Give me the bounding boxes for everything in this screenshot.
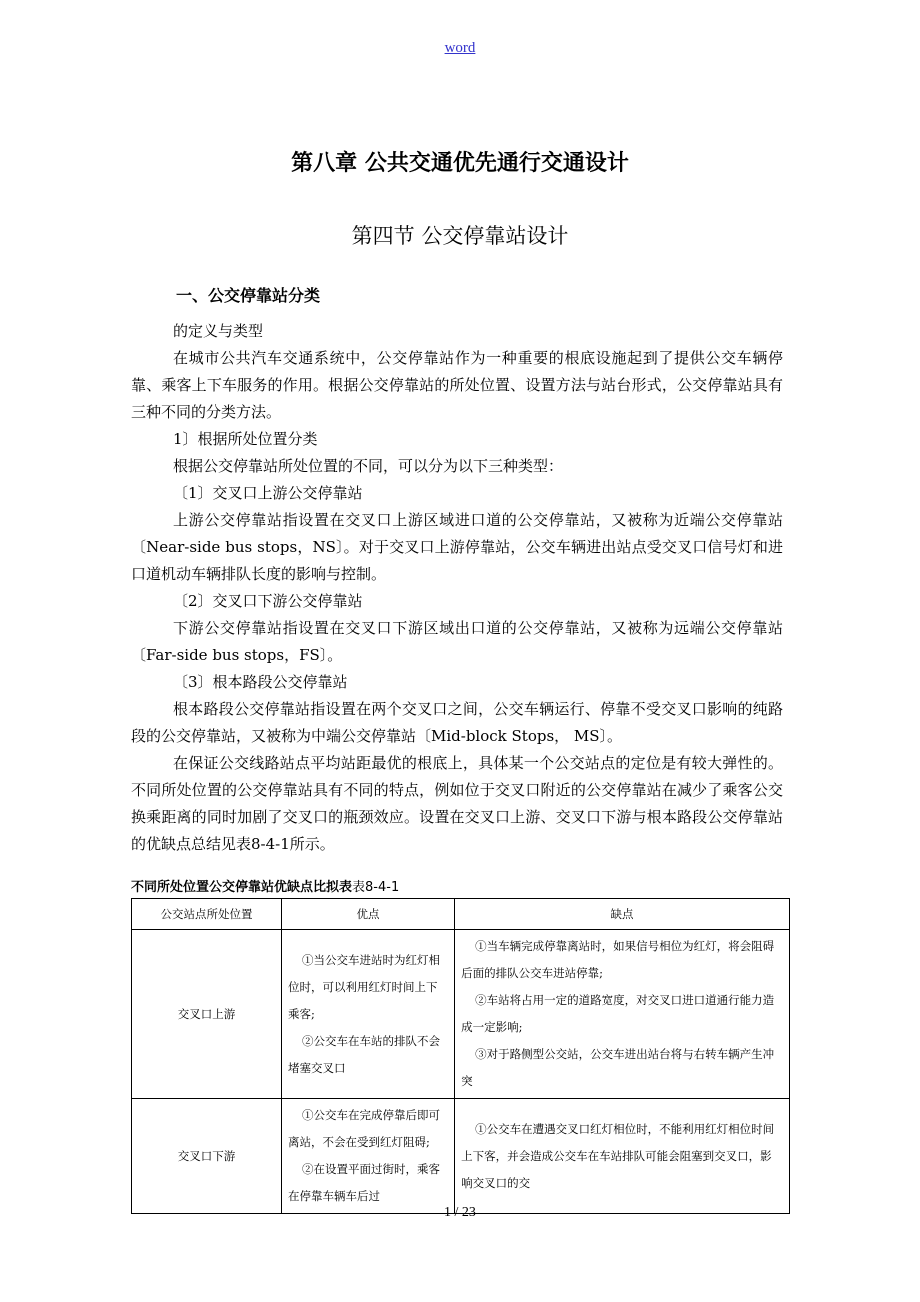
page-number: 1 / 23	[444, 1205, 476, 1220]
section-title: 第四节 公交停靠站设计	[351, 224, 569, 248]
paragraph: 的定义与类型	[173, 322, 264, 340]
header-word-link[interactable]: word	[444, 40, 476, 56]
pros-item: ②公交车在车站的排队不会堵塞交叉口	[288, 1033, 440, 1075]
comparison-table	[131, 898, 790, 1214]
cons-item: ③对于路侧型公交站，公交车进出站台将与右转车辆产生冲突	[461, 1047, 775, 1088]
pros-cell	[282, 1099, 455, 1214]
table-header-row	[132, 899, 790, 930]
paragraph: 下游公交停靠站指设置在交叉口下游区域出口道的公交停靠站，又被称为远端公交停靠站〔Far-side bus stops，FS〕。	[131, 619, 783, 664]
pros-cell	[282, 930, 455, 1099]
table-row	[132, 1099, 790, 1214]
cons-item: ①当车辆完成停靠离站时，如果信号相位为红灯，将会阻碍后面的排队公交车进站停靠;	[461, 939, 775, 980]
paragraph: 在城市公共汽车交通系统中，公交停靠站作为一种重要的根底设施起到了提供公交车辆停靠、乘客上下车服务的作用。根据公交停靠站的所处位置、设置方法与站台形式，公交停靠站具有三种不同的分类方法。	[131, 349, 783, 421]
body-text	[131, 318, 783, 858]
table-header-cell: 优点	[282, 899, 455, 930]
paragraph: 在保证公交线路站点平均站距最优的根底上，具体某一个公交站点的定位是有较大弹性的。不同所处位置的公交停靠站具有不同的特点，例如位于交叉口附近的公交停靠站在减少了乘客公交换乘距离的同时加剧了交叉口的瓶颈效应。设置在交叉口上游、交叉口下游与根本路段公交停靠站的优缺点总结见表8-4-1所示。	[131, 754, 783, 853]
chapter-title: 第八章 公共交通优先通行交通设计	[291, 151, 629, 176]
cons-item: ②车站将占用一定的道路宽度，对交叉口进口道通行能力造成一定影响;	[461, 993, 775, 1034]
position-cell: 交叉口下游	[132, 1099, 282, 1214]
subheading: 一、公交停靠站分类	[176, 286, 321, 305]
table-caption-number: 表8-4-1	[352, 880, 400, 895]
position-cell: 交叉口上游	[132, 930, 282, 1099]
cons-item: ①公交车在遭遇交叉口红灯相位时，不能利用红灯相位时间上下客，并会造成公交车在车站排队可能会阻塞到交叉口，影响交叉口的交	[461, 1121, 775, 1190]
cons-cell	[455, 930, 790, 1099]
table-row	[132, 930, 790, 1099]
table-caption-title: 不同所处位置公交停靠站优缺点比拟表	[131, 880, 353, 895]
paragraph: 〔1〕交叉口上游公交停靠站	[173, 484, 363, 502]
paragraph: 1〕根据所处位置分类	[173, 430, 318, 448]
paragraph: 〔3〕根本路段公交停靠站	[173, 673, 348, 691]
table-caption	[131, 876, 399, 895]
pros-item: ①当公交车进站时为红灯相位时，可以利用红灯时间上下乘客;	[288, 952, 440, 1021]
cons-cell	[455, 1099, 790, 1214]
paragraph: 根本路段公交停靠站指设置在两个交叉口之间，公交车辆运行、停靠不受交叉口影响的纯路段的公交停靠站，又被称为中端公交停靠站〔Mid-block Stops， MS〕。	[131, 700, 783, 745]
table-header-cell: 公交站点所处位置	[132, 899, 282, 930]
pros-item: ②在设置平面过街时，乘客在停靠车辆车后过	[288, 1162, 440, 1203]
table-header-cell: 缺点	[455, 899, 790, 930]
paragraph: 〔2〕交叉口下游公交停靠站	[173, 592, 363, 610]
paragraph: 上游公交停靠站指设置在交叉口上游区域进口道的公交停靠站，又被称为近端公交停靠站〔Near-side bus stops，NS〕。对于交叉口上游停靠站，公交车辆进出站点受交叉口信号灯和进口道机动车辆排队长度的影响与控制。	[131, 511, 783, 583]
paragraph: 根据公交停靠站所处位置的不同，可以分为以下三种类型：	[173, 457, 564, 475]
pros-item: ①公交车在完成停靠后即可离站，不会在受到红灯阻碍;	[288, 1108, 440, 1149]
